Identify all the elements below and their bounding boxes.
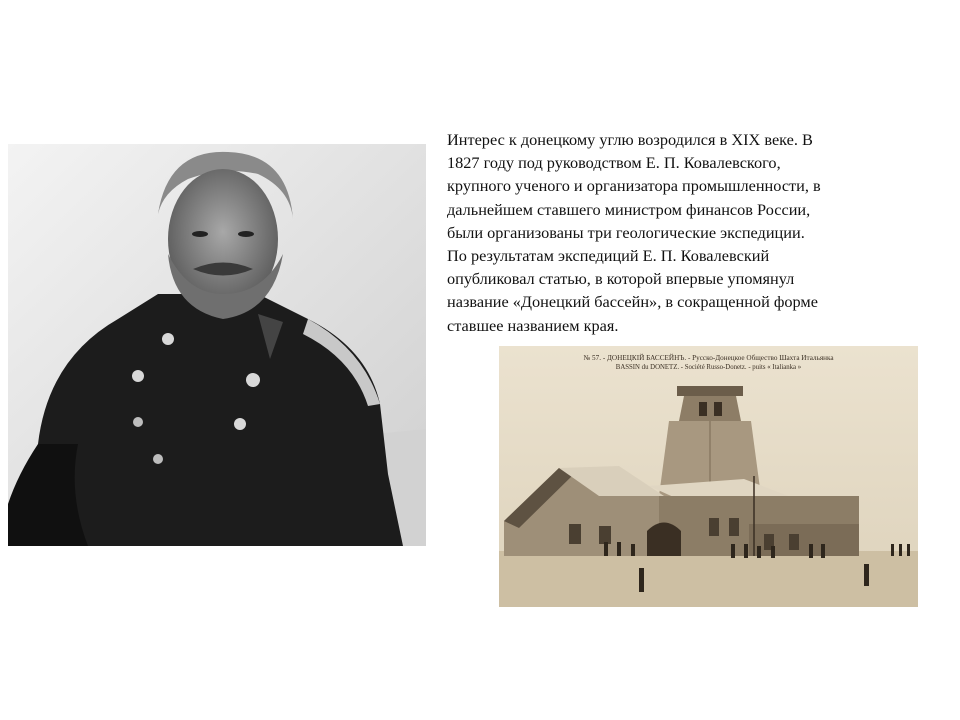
postcard-photo <box>499 346 918 607</box>
mine-building-drawing <box>499 346 918 607</box>
portrait-photo <box>8 144 426 546</box>
postcard-caption-french: BASSIN du DONETZ. - Société Russo-Donetz. - puits « Italianka » <box>615 364 802 371</box>
portrait-drawing <box>8 144 426 546</box>
postcard-caption-russian: № 57. - ДОНЕЦКІЙ БАССЕЙНЪ. - Русско-Донецкое Общество Шахта Итальянка <box>583 354 834 362</box>
slide-body-text: Интерес к донецкому углю возродился в XIX веке. В 1827 году под руководством Е. П. Ковалевского, крупного ученого и организатора промышленности, в дальнейшем ставшего министром финансов России, были организованы три геологические экспедиции. По результатам экспедиций Е. П. Ковалевский опубликовал статью, в которой впервые упомянул название «Донецкий бассейн», в сокращенной форме ставшее названием края. <box>447 130 821 335</box>
